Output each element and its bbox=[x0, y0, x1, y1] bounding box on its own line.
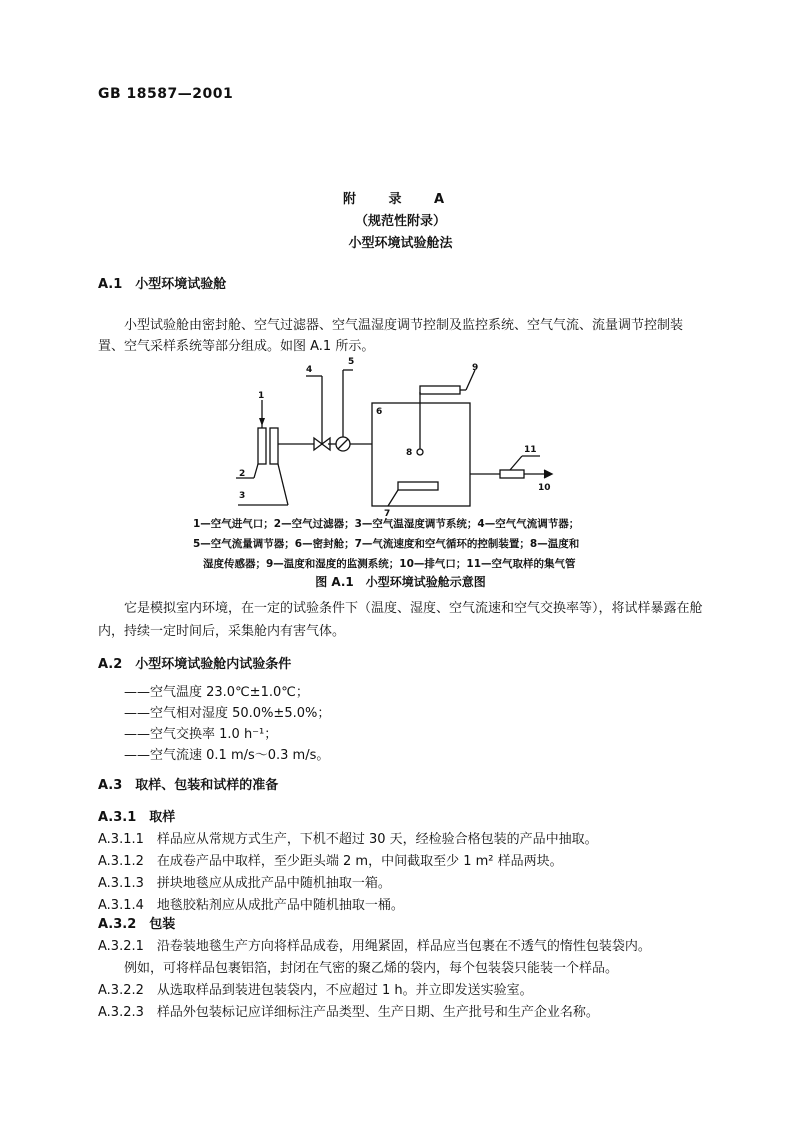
a3-2-3: A.3.2.3 样品外包装标记应详细标注产品类型、生产日期、生产批号和生产企业名称。 bbox=[98, 1005, 599, 1020]
label-1: 1 bbox=[258, 391, 265, 401]
figure-caption: 图 A.1 小型环境试验舱示意图 bbox=[315, 575, 486, 589]
a1-intro-line2: 置、空气采样系统等部分组成。如图 A.1 所示。 bbox=[98, 339, 375, 354]
a2-item: ——空气相对湿度 50.0%±5.0%； bbox=[124, 706, 331, 721]
annex-title: 附 录 A bbox=[342, 192, 459, 207]
a3-2-2: A.3.2.2 从选取样品到装进包装袋内，不应超过 1 h。并立即发送实验室。 bbox=[98, 983, 533, 998]
standard-number: GB 18587—2001 bbox=[98, 86, 234, 102]
a3-1-3: A.3.1.3 拼块地毯应从成批产品中随机抽取一箱。 bbox=[98, 876, 391, 891]
a1-intro-line1: 小型试验舱由密封舱、空气过滤器、空气温湿度调节控制及监控系统、空气气流、流量调节控制装 bbox=[124, 318, 684, 333]
label-9: 9 bbox=[472, 363, 479, 373]
label-7: 7 bbox=[384, 509, 391, 519]
label-8: 8 bbox=[406, 448, 413, 458]
monitoring-system-shape bbox=[420, 386, 460, 394]
sampling-manifold-shape bbox=[500, 470, 524, 478]
section-a3-heading: A.3 取样、包装和试样的准备 bbox=[98, 778, 279, 793]
a3-1-1: A.3.1.1 样品应从常规方式生产，下机不超过 30 天，经检验合格包装的产品中抽取。 bbox=[98, 832, 598, 847]
figure-legend-line1: 1—空气进气口；2—空气过滤器；3—空气温湿度调节系统；4—空气气流调节器； bbox=[193, 518, 580, 530]
label-6: 6 bbox=[376, 407, 383, 417]
a3-2-heading: A.3.2 包装 bbox=[98, 917, 176, 932]
label-4: 4 bbox=[306, 365, 313, 375]
a3-2-1-example: 例如，可将样品包裹铝箔，封闭在气密的聚乙烯的袋内，每个包装袋只能装一个样品。 bbox=[124, 961, 619, 976]
figure-a1-diagram bbox=[230, 352, 570, 522]
a2-item: ——空气温度 23.0℃±1.0℃； bbox=[124, 685, 309, 700]
a2-item: ——空气流速 0.1 m/s～0.3 m/s。 bbox=[124, 748, 330, 763]
annex-name: 小型环境试验舱法 bbox=[348, 236, 453, 251]
figure-legend-line3: 湿度传感器；9—温度和湿度的监测系统；10—排气口；11—空气取样的集气管 bbox=[203, 558, 576, 570]
section-a2-heading: A.2 小型环境试验舱内试验条件 bbox=[98, 657, 292, 672]
a3-1-4: A.3.1.4 地毯胶粘剂应从成批产品中随机抽取一桶。 bbox=[98, 898, 404, 913]
air-filter-shape bbox=[258, 428, 266, 464]
label-2: 2 bbox=[239, 469, 246, 479]
a3-2-1: A.3.2.1 沿卷装地毯生产方向将样品成卷，用绳紧固，样品应当包裹在不透气的惰性包装袋内。 bbox=[98, 939, 651, 954]
humidity-regulator-shape bbox=[270, 428, 278, 464]
a3-1-2: A.3.1.2 在成卷产品中取样，至少距头端 2 m，中间截取至少 1 m² 样品两块。 bbox=[98, 854, 563, 869]
airflow-control-shape bbox=[398, 482, 438, 490]
desc-line2: 内，持续一定时间后，采集舱内有害气体。 bbox=[98, 624, 346, 639]
label-10: 10 bbox=[538, 483, 551, 493]
a2-item: ——空气交换率 1.0 h⁻¹； bbox=[124, 727, 278, 742]
label-5: 5 bbox=[348, 357, 355, 367]
label-3: 3 bbox=[239, 491, 246, 501]
desc-line1: 它是模拟室内环境，在一定的试验条件下（温度、湿度、空气流速和空气交换率等），将试样暴露在舱 bbox=[124, 601, 703, 616]
a3-1-heading: A.3.1 取样 bbox=[98, 810, 176, 825]
figure-legend-line2: 5—空气流量调节器；6—密封舱；7—气流速度和空气循环的控制装置；8—温度和 bbox=[193, 538, 580, 550]
section-a1-heading: A.1 小型环境试验舱 bbox=[98, 277, 227, 292]
annex-nature: （规范性附录） bbox=[354, 214, 446, 229]
label-11: 11 bbox=[524, 445, 537, 455]
